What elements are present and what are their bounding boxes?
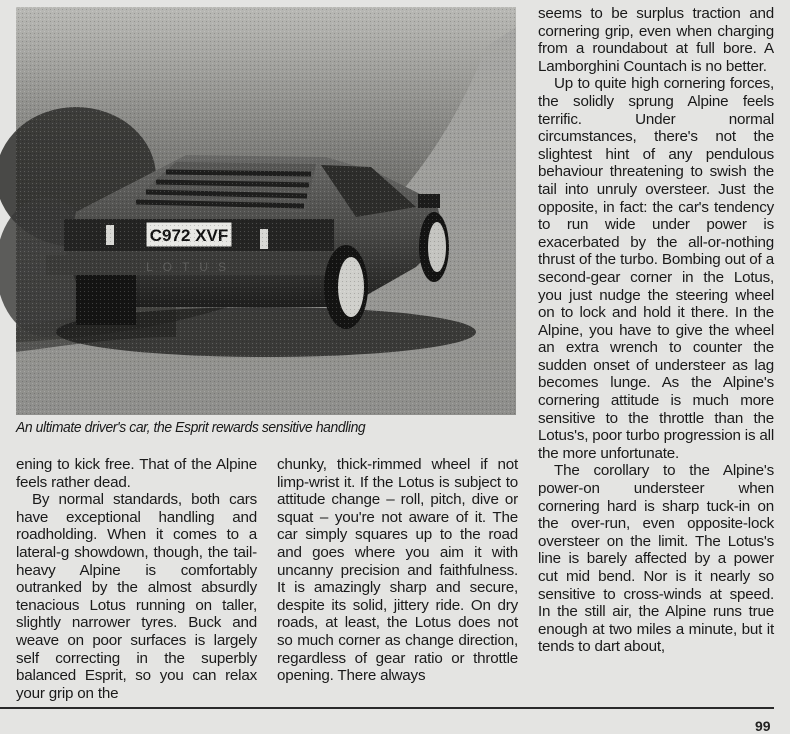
text-column-2 — [277, 456, 518, 685]
text-column-1 — [16, 456, 257, 702]
lotus-esprit-photo — [16, 7, 516, 415]
paragraph: Up to quite high cornering forces, the solidly sprung Alpine feels terrific. Under normal circumstances, there's not the slightest hint of any pendulous behaviour threatening to swish the tail into unruly oversteer. Just the opposite, in fact: the car's tendency to run wide under power is exacerbated by the all-or-nothing thrust of the turbo. Bombing out of a second-gear corner in the Lotus, you just nudge the steering wheel on to lock and hold it there. In the Alpine, you have to give the wheel an extra wrench to counter the sudden onset of understeer as lag becomes lunge. As the Alpine's cornering attitude is much more sensitive to the throttle than the Lotus's, poor turbo progression is all the more unfortunate. — [538, 75, 774, 462]
car-photo — [16, 7, 516, 415]
paragraph: ening to kick free. That of the Alpine feels rather dead. — [16, 456, 257, 491]
paragraph: chunky, thick-rimmed wheel if not limp-wrist it. If the Lotus is subject to attitude change – roll, pitch, dive or squat – you're not aware of it. The car simply squares up to the road and goes where you aim it with uncanny precision and faithfulness. It is amazingly sharp and secure, despite its solid, jittery ride. On dry roads, at least, the Lotus does not so much corner as change direction, regardless of gear ratio or throttle opening. There always — [277, 456, 518, 685]
footer-rule — [0, 707, 774, 709]
paragraph: By normal standards, both cars have exceptional handling and roadholding. When it comes to a lateral-g showdown, though, the tail-heavy Alpine is comfortably outranked by the almost absurdly tenacious Lotus running on taller, slightly narrower tyres. Buck and weave on poor surfaces is largely self correcting in the superbly balanced Esprit, so you can relax your grip on the — [16, 491, 257, 702]
photo-caption: An ultimate driver's car, the Esprit rewards sensitive handling — [16, 419, 366, 436]
paragraph: The corollary to the Alpine's power-on understeer when cornering hard is sharp tuck-in on the over-run, even opposite-lock oversteer on the limit. The Lotus's line is barely affected by a power cut mid bend. Nor is it nearly so sensitive to cross-winds at speed. In the still air, the Alpine runs true enough at two miles a minute, but it tends to dart about, — [538, 462, 774, 656]
text-column-3 — [538, 5, 774, 656]
paragraph: seems to be surplus traction and cornering grip, even when charging from a roundabout at full bore. A Lamborghini Countach is no better. — [538, 5, 774, 75]
page-number: 99 — [755, 718, 771, 734]
